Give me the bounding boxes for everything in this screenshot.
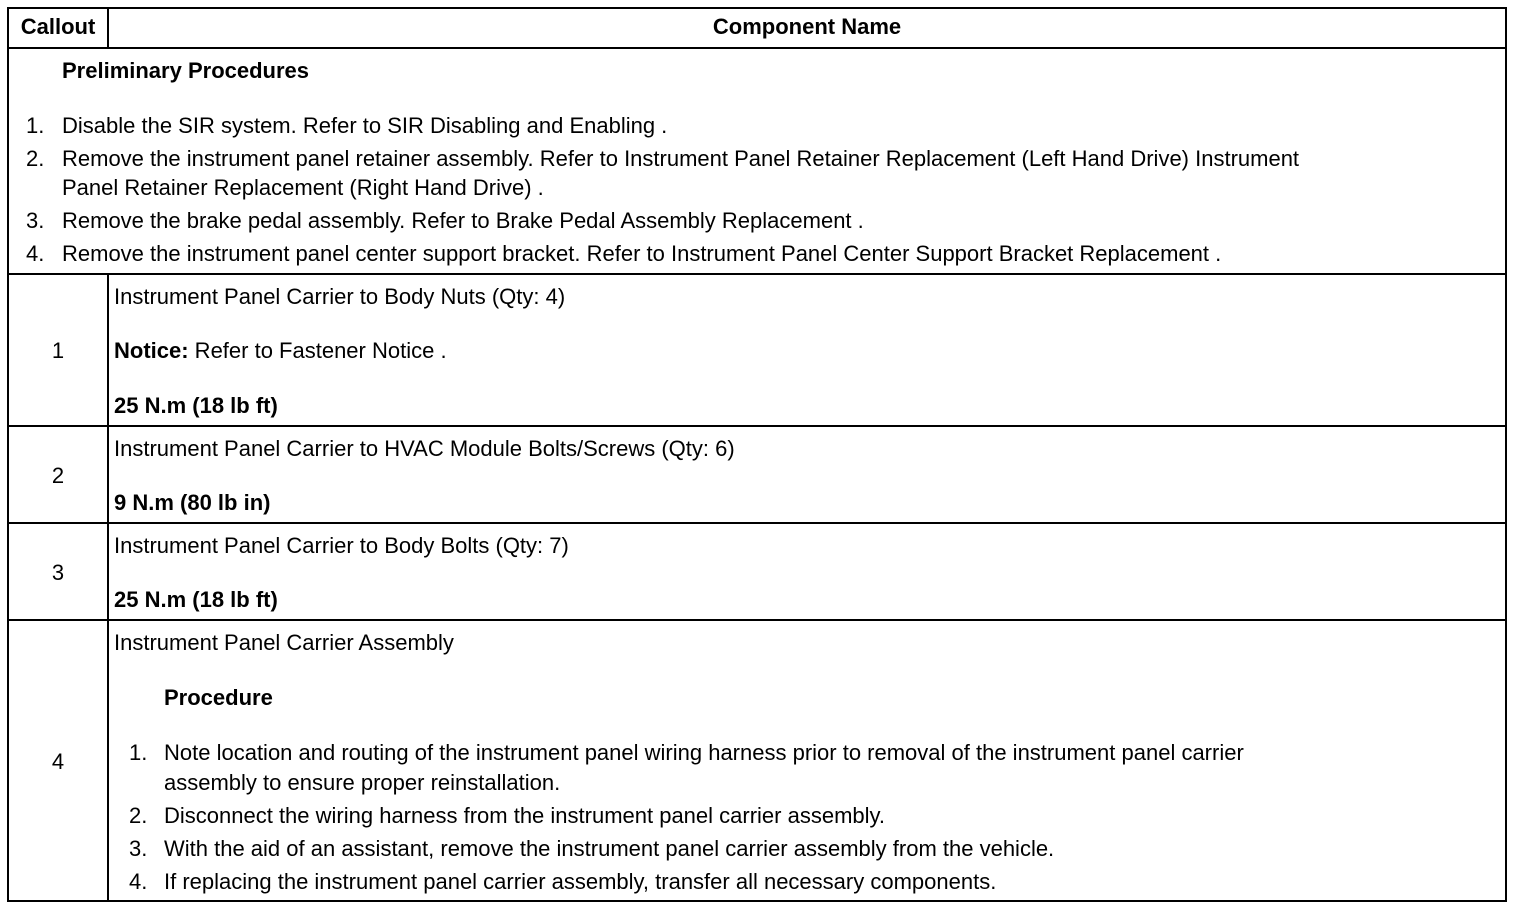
torque-spec: 25 N.m (18 lb ft) — [114, 587, 278, 612]
column-divider — [107, 273, 109, 902]
prelim-step-text: Remove the instrument panel center support bracket. Refer to Instrument Panel Center Support Bracket Replacement . — [62, 241, 1222, 266]
procedure-step-text: Disconnect the wiring harness from the instrument panel carrier assembly. — [164, 803, 886, 828]
component-name: Instrument Panel Carrier to HVAC Module Bolts/Screws (Qty: 6) — [114, 436, 735, 461]
row-divider — [7, 273, 1507, 275]
torque-spec: 9 N.m (80 lb in) — [114, 490, 271, 515]
prelim-step-text: Remove the instrument panel retainer assembly. Refer to Instrument Panel Retainer Replacement (Left Hand Drive) Instrument — [62, 146, 1300, 171]
procedure-step-number: 4. — [129, 869, 148, 894]
procedure-step-text: Note location and routing of the instrument panel wiring harness prior to removal of the instrument panel carrier — [164, 740, 1244, 765]
callout-number: 2 — [51, 463, 65, 488]
row-divider — [7, 619, 1507, 621]
prelim-step-number: 1. — [26, 113, 45, 138]
prelim-step-number: 3. — [26, 208, 45, 233]
procedure-step-number: 1. — [129, 740, 148, 765]
row-divider — [7, 425, 1507, 427]
callout-number: 1 — [51, 338, 65, 363]
component-name: Instrument Panel Carrier Assembly — [114, 630, 454, 655]
prelim-step-number: 4. — [26, 241, 45, 266]
preliminary-title: Preliminary Procedures — [62, 58, 310, 83]
row-divider — [7, 522, 1507, 524]
procedure-step-text: If replacing the instrument panel carrier assembly, transfer all necessary components. — [164, 869, 997, 894]
header-divider — [7, 47, 1507, 49]
procedure-step-text: With the aid of an assistant, remove the instrument panel carrier assembly from the vehicle. — [164, 836, 1055, 861]
component-name: Instrument Panel Carrier to Body Bolts (Qty: 7) — [114, 533, 569, 558]
torque-spec: 25 N.m (18 lb ft) — [114, 393, 278, 418]
prelim-step-text: Disable the SIR system. Refer to SIR Disabling and Enabling . — [62, 113, 668, 138]
notice-line — [114, 338, 447, 364]
procedure-title: Procedure — [164, 685, 273, 710]
header-component-name: Component Name — [712, 14, 902, 39]
prelim-step-text: Panel Retainer Replacement (Right Hand Drive) . — [62, 175, 544, 200]
notice-text: Refer to Fastener Notice . — [188, 338, 447, 363]
callout-number: 4 — [51, 749, 65, 774]
procedure-step-number: 3. — [129, 836, 148, 861]
notice-label: Notice: — [114, 338, 189, 363]
procedure-step-text: assembly to ensure proper reinstallation. — [164, 770, 561, 795]
component-name: Instrument Panel Carrier to Body Nuts (Qty: 4) — [114, 284, 566, 309]
prelim-step-text: Remove the brake pedal assembly. Refer to Brake Pedal Assembly Replacement . — [62, 208, 864, 233]
prelim-step-number: 2. — [26, 146, 45, 171]
procedure-step-number: 2. — [129, 803, 148, 828]
callout-number: 3 — [51, 560, 65, 585]
header-callout: Callout — [20, 14, 96, 39]
